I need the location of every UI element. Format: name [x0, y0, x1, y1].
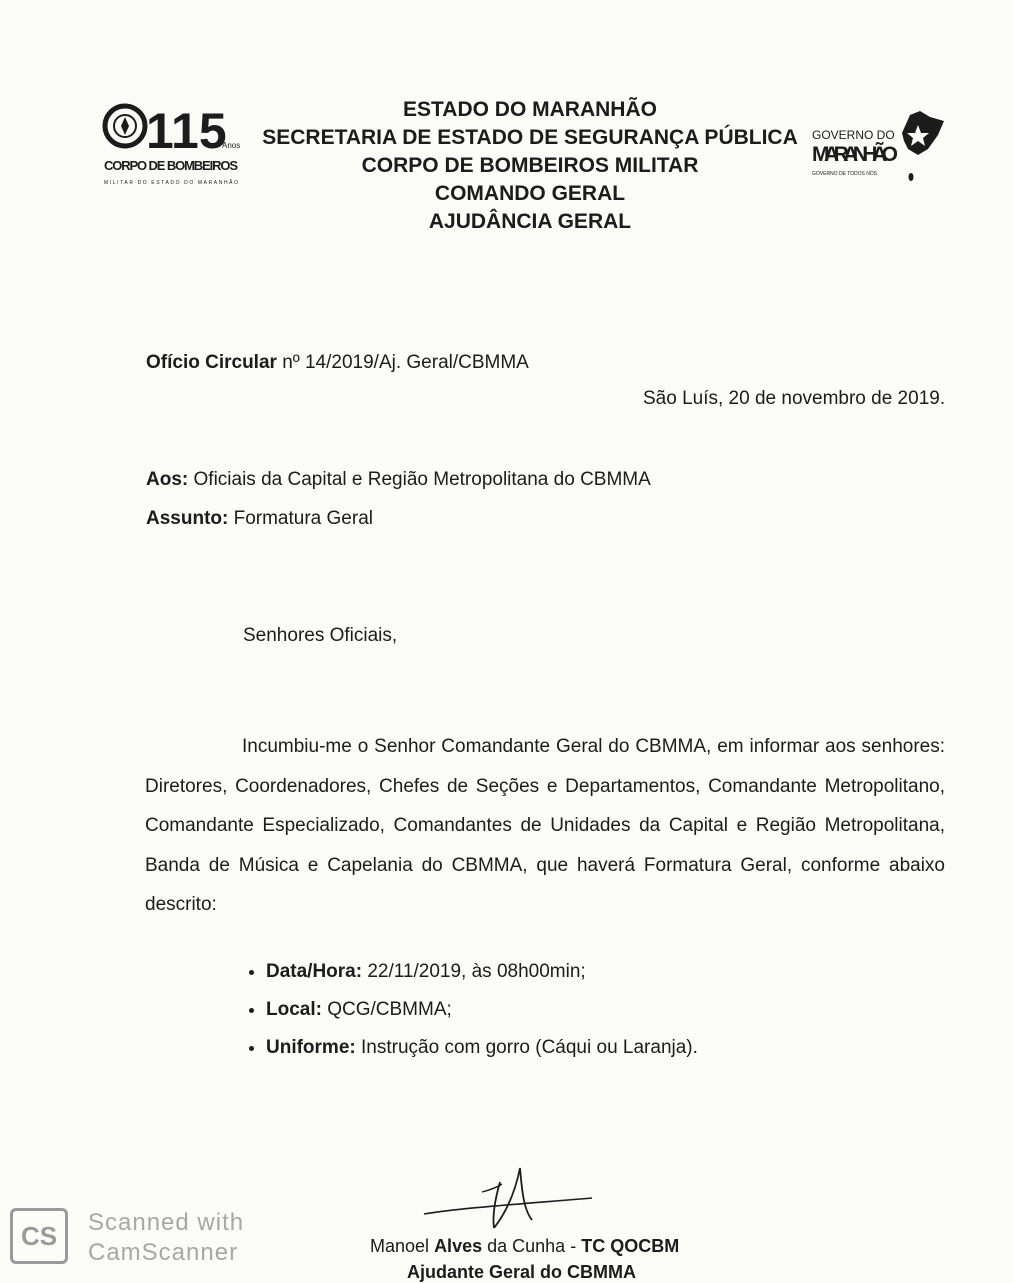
item-label: Local:: [266, 999, 322, 1020]
name-middle: Alves: [434, 1236, 483, 1256]
recipients-line: [146, 469, 651, 491]
gov-tagline-text: GOVERNO DE TODOS NÓS: [812, 171, 878, 177]
header-line-adjutancy: AJUDÂNCIA GERAL: [428, 210, 632, 233]
gov-top-text: GOVERNO DO: [812, 128, 895, 142]
camscanner-text: [88, 1208, 244, 1268]
list-item-location: [266, 991, 698, 1029]
signatory-rank: TC QOCBM: [581, 1236, 680, 1256]
watermark-line-2: CamScanner: [88, 1239, 239, 1266]
subject-line: [146, 508, 373, 530]
subject-label: Assunto:: [146, 508, 229, 529]
item-value: QCG/CBMMA;: [327, 999, 452, 1020]
header-line-secretariat: SECRETARIA DE ESTADO DE SEGURANÇA PÚBLICA: [262, 126, 798, 149]
list-item-datetime: [266, 953, 698, 991]
logo-anos: Anos: [222, 141, 241, 150]
name-last: da Cunha -: [487, 1236, 577, 1256]
gov-name-text: MARANHÃO: [812, 143, 898, 166]
header-line-state: ESTADO DO MARANHÃO: [403, 98, 657, 121]
document-header: [250, 96, 810, 236]
item-value: 22/11/2019, às 08h00min;: [367, 961, 586, 982]
item-label: Data/Hora:: [266, 961, 363, 982]
header-line-corps: CORPO DE BOMBEIROS MILITAR: [361, 154, 699, 177]
camscanner-watermark: [10, 1208, 272, 1268]
salutation: Senhores Oficiais,: [243, 625, 398, 646]
signatory-name: [370, 1236, 679, 1257]
camscanner-badge: CS: [10, 1208, 68, 1264]
document-date: São Luís, 20 de novembro de 2019.: [643, 388, 946, 409]
recipients-label: Aos:: [146, 469, 189, 490]
logo-sub: MILITAR DO ESTADO DO MARANHÃO: [104, 180, 238, 186]
header-line-command: COMANDO GERAL: [434, 182, 626, 205]
list-item-uniform: [266, 1029, 698, 1067]
reference-number: nº 14/2019/Aj. Geral/CBMMA: [282, 352, 529, 373]
cbmma-115-logo: [100, 100, 250, 190]
details-list: [240, 953, 698, 1067]
subject-value: Formatura Geral: [233, 508, 373, 529]
signatory-title: Ajudante Geral do CBMMA: [407, 1262, 637, 1282]
document-reference: [146, 352, 529, 374]
handwritten-signature: [420, 1162, 600, 1240]
governo-maranhao-logo: [810, 105, 950, 185]
body-text: Incumbiu-me o Senhor Comandante Geral do CBMMA, em informar aos senhores: Diretores, Coordenadores, Chefes de Seções e Departamentos, Comandante Metropolitano, Comandante Especializado, Comandantes de Unidades da Capital e Região Metropolitana, Banda de Música e Capelania do CBMMA, que haverá Formatura Geral, conforme abaixo descrito:: [145, 736, 945, 915]
name-first: Manoel: [370, 1236, 430, 1256]
body-paragraph: [145, 727, 945, 925]
item-value: Instrução com gorro (Cáqui ou Laranja).: [361, 1037, 698, 1058]
recipients-value: Oficiais da Capital e Região Metropolitana do CBMMA: [193, 469, 651, 490]
reference-label: Ofício Circular: [146, 352, 277, 373]
item-label: Uniforme:: [266, 1037, 356, 1058]
watermark-line-1: Scanned with: [88, 1209, 245, 1236]
logo-name: CORPO DE BOMBEIROS: [104, 158, 238, 173]
logo-number: 115: [146, 103, 227, 159]
